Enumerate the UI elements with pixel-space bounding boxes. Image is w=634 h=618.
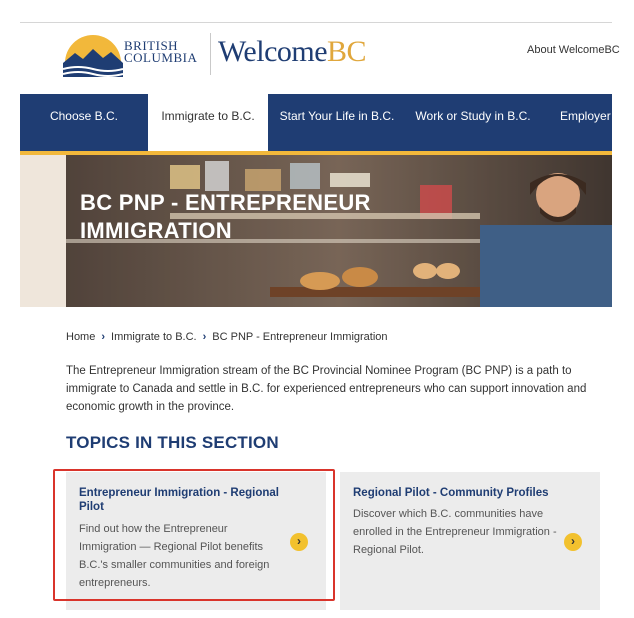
- topic-card-title[interactable]: Regional Pilot - Community Profiles: [353, 487, 549, 499]
- bc-wordmark-line1: BRITISH: [124, 38, 179, 53]
- bc-text: BC: [327, 35, 367, 68]
- hero-title: [80, 189, 371, 245]
- breadcrumb-separator: ›: [202, 331, 207, 343]
- bc-wordmark: [124, 40, 197, 64]
- topic-card-community-profiles[interactable]: [340, 472, 600, 610]
- bc-logo-icon[interactable]: [63, 33, 123, 77]
- logo-divider: [210, 33, 211, 75]
- nav-immigrate-to-bc[interactable]: Immigrate to B.C.: [148, 94, 268, 151]
- breadcrumb-home[interactable]: Home: [66, 331, 96, 343]
- intro-paragraph: The Entrepreneur Immigration stream of the BC Provincial Nominee Program (BC PNP) is a path to immigrate to Canada and settle in B.C. for experienced entrepreneurs who can support innovation and economic growth in the province.: [66, 365, 587, 413]
- hero-title-line2: IMMIGRATION: [80, 218, 232, 243]
- breadcrumb-immigrate[interactable]: Immigrate to B.C.: [111, 331, 197, 343]
- topic-card-description: Find out how the Entrepreneur Immigration — Regional Pilot benefits B.C.'s smaller communities and foreign entrepreneurs.: [79, 523, 270, 589]
- nav-choose-bc[interactable]: Choose B.C.: [49, 109, 119, 123]
- nav-start-your-life[interactable]: Start Your Life in B.C.: [279, 109, 395, 123]
- site-header: [20, 23, 620, 94]
- hero-wall: [20, 155, 66, 307]
- hero-title-line1: BC PNP - ENTREPRENEUR: [80, 190, 371, 215]
- chevron-right-icon[interactable]: [564, 533, 582, 551]
- breadcrumb-separator: ›: [101, 331, 106, 343]
- welcome-text: Welcome: [218, 35, 328, 68]
- chevron-right-glyph: ›: [297, 534, 301, 548]
- about-welcomebc-link[interactable]: About WelcomeBC: [527, 44, 620, 56]
- topics-heading: TOPICS IN THIS SECTION: [66, 433, 279, 452]
- breadcrumb: [66, 331, 388, 343]
- breadcrumb-current: BC PNP - Entrepreneur Immigration: [212, 331, 388, 343]
- welcomebc-logo[interactable]: [218, 35, 366, 69]
- highlight-annotation-box: [53, 469, 335, 601]
- main-nav: [20, 94, 612, 151]
- chevron-right-glyph: ›: [571, 534, 575, 548]
- topic-card-description: Discover which B.C. communities have enrolled in the Entrepreneur Immigration - Regional Pilot.: [353, 508, 557, 556]
- hero-banner: [20, 155, 612, 307]
- bc-wordmark-line2: COLUMBIA: [124, 50, 198, 65]
- topic-card-title[interactable]: Entrepreneur Immigration - Regional Pilot: [79, 487, 279, 513]
- nav-work-or-study[interactable]: Work or Study in B.C.: [415, 109, 531, 123]
- nav-employer[interactable]: Employer: [560, 109, 611, 123]
